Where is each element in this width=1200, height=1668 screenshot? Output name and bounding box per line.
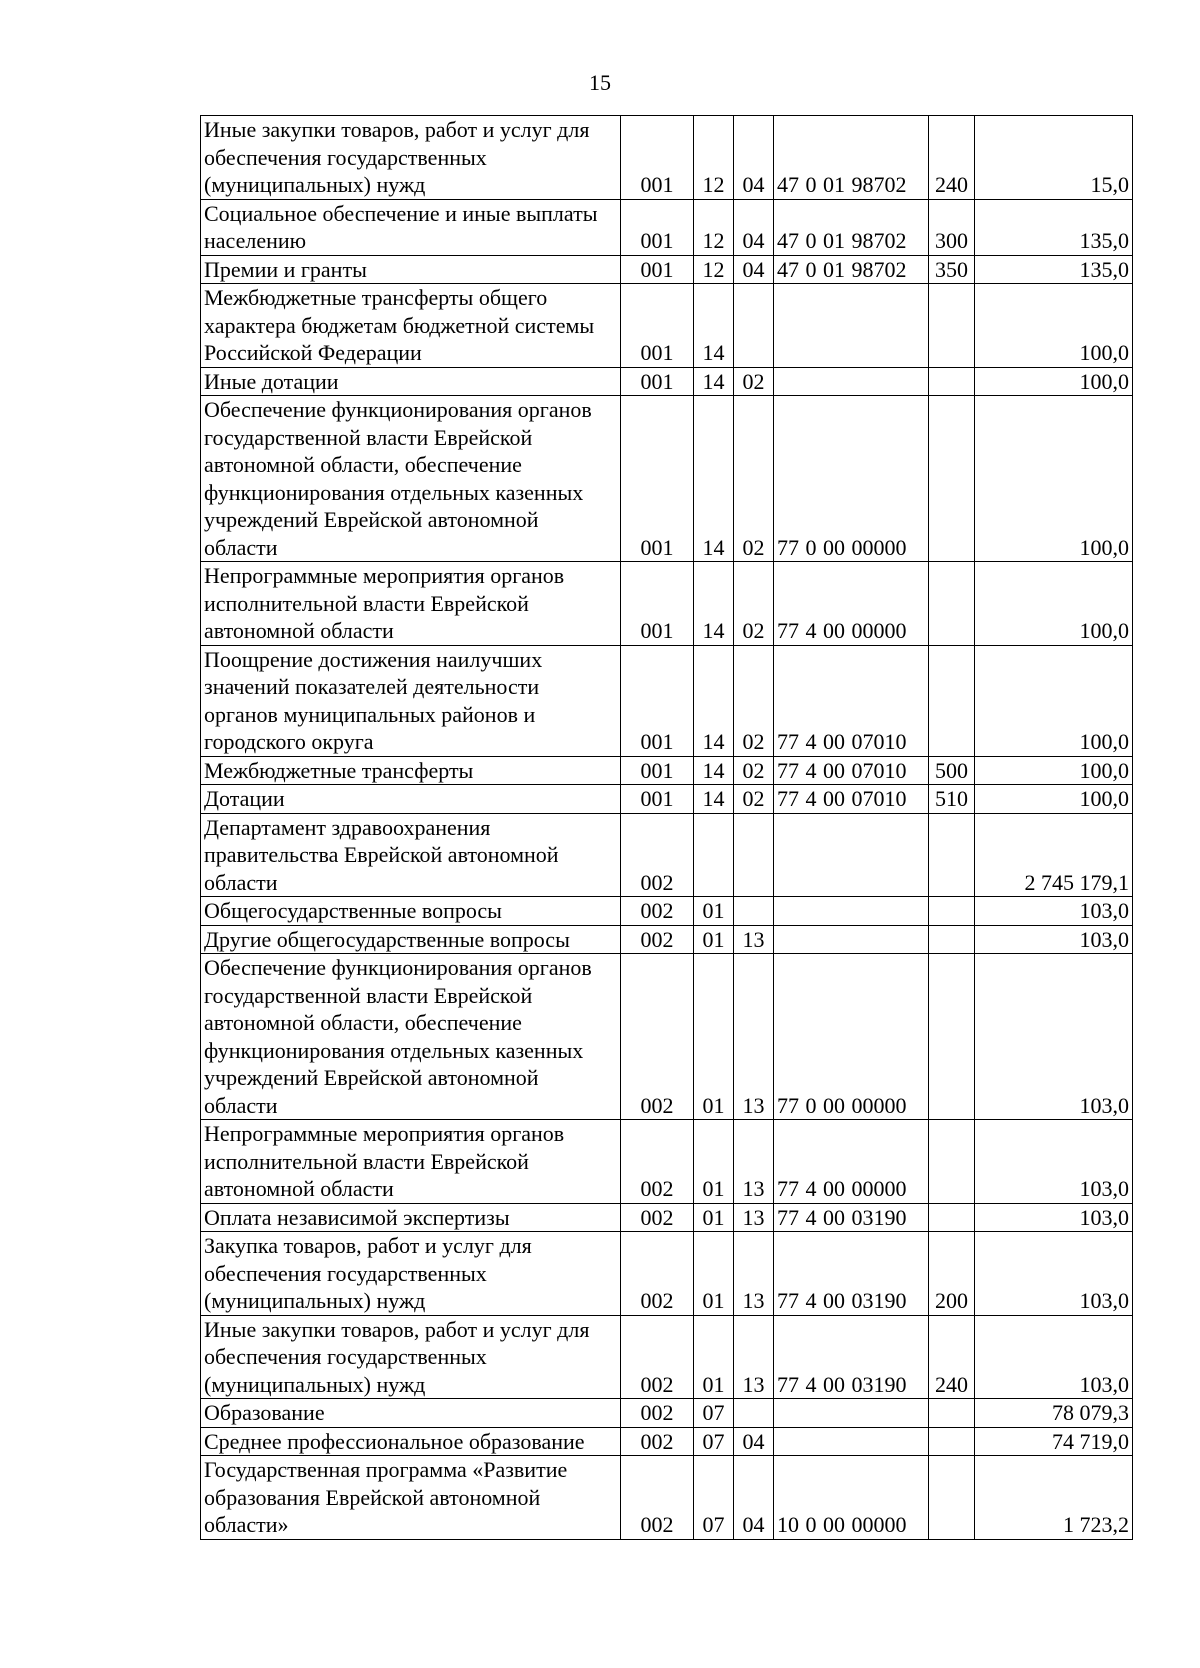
row-ved-cell: 002 xyxy=(621,1203,694,1232)
row-amount-cell: 100,0 xyxy=(975,756,1133,785)
row-subsection-cell xyxy=(734,813,774,897)
row-amount-cell: 100,0 xyxy=(975,367,1133,396)
row-target-article-cell xyxy=(774,284,929,368)
table-row xyxy=(201,785,1133,814)
row-subsection-cell: 04 xyxy=(734,116,774,200)
row-amount-cell: 103,0 xyxy=(975,925,1133,954)
row-name-cell: Иные закупки товаров, работ и услуг для обеспечения государственных (муниципальных) нужд xyxy=(201,116,621,200)
row-subsection-cell: 02 xyxy=(734,645,774,756)
row-subsection-cell: 04 xyxy=(734,255,774,284)
row-section-cell: 14 xyxy=(694,284,734,368)
row-expense-type-cell: 510 xyxy=(929,785,975,814)
row-subsection-cell: 04 xyxy=(734,1456,774,1540)
row-amount-cell: 103,0 xyxy=(975,1120,1133,1204)
row-name-cell: Обеспечение функционирования органов государственной власти Еврейской автономной области, обеспечение функционирования отдельных казенных учреждений Еврейской автономной области xyxy=(201,954,621,1120)
row-ved-cell: 002 xyxy=(621,813,694,897)
row-ved-cell: 001 xyxy=(621,756,694,785)
row-amount-cell: 103,0 xyxy=(975,897,1133,926)
row-section-cell: 01 xyxy=(694,1232,734,1316)
table-row xyxy=(201,1203,1133,1232)
table-row xyxy=(201,284,1133,368)
row-section-cell: 07 xyxy=(694,1427,734,1456)
row-expense-type-cell xyxy=(929,1456,975,1540)
budget-table xyxy=(200,115,1133,1540)
row-ved-cell: 002 xyxy=(621,1456,694,1540)
row-amount-cell: 100,0 xyxy=(975,645,1133,756)
row-section-cell: 14 xyxy=(694,756,734,785)
row-ved-cell: 001 xyxy=(621,396,694,562)
row-subsection-cell xyxy=(734,897,774,926)
row-name-cell: Социальное обеспечение и иные выплаты населению xyxy=(201,199,621,255)
row-name-cell: Премии и гранты xyxy=(201,255,621,284)
row-section-cell: 01 xyxy=(694,897,734,926)
row-target-article-cell: 10 0 00 00000 xyxy=(774,1456,929,1540)
row-target-article-cell xyxy=(774,1427,929,1456)
row-ved-cell: 002 xyxy=(621,1315,694,1399)
row-name-cell: Общегосударственные вопросы xyxy=(201,897,621,926)
row-section-cell xyxy=(694,813,734,897)
row-expense-type-cell: 500 xyxy=(929,756,975,785)
row-subsection-cell: 04 xyxy=(734,199,774,255)
row-name-cell: Образование xyxy=(201,1399,621,1428)
row-target-article-cell: 47 0 01 98702 xyxy=(774,199,929,255)
row-expense-type-cell: 300 xyxy=(929,199,975,255)
row-expense-type-cell xyxy=(929,1399,975,1428)
row-expense-type-cell xyxy=(929,396,975,562)
table-row xyxy=(201,1399,1133,1428)
row-ved-cell: 002 xyxy=(621,954,694,1120)
row-name-cell: Непрограммные мероприятия органов исполнительной власти Еврейской автономной области xyxy=(201,562,621,646)
row-target-article-cell: 47 0 01 98702 xyxy=(774,255,929,284)
table-row xyxy=(201,1120,1133,1204)
row-section-cell: 12 xyxy=(694,199,734,255)
row-expense-type-cell: 350 xyxy=(929,255,975,284)
table-row xyxy=(201,813,1133,897)
table-row xyxy=(201,645,1133,756)
row-target-article-cell xyxy=(774,367,929,396)
row-name-cell: Поощрение достижения наилучших значений показателей деятельности органов муниципальных районов и городского округа xyxy=(201,645,621,756)
row-target-article-cell xyxy=(774,813,929,897)
row-section-cell: 14 xyxy=(694,562,734,646)
row-ved-cell: 001 xyxy=(621,199,694,255)
row-target-article-cell: 77 4 00 07010 xyxy=(774,785,929,814)
row-expense-type-cell xyxy=(929,1427,975,1456)
row-subsection-cell: 13 xyxy=(734,1120,774,1204)
row-expense-type-cell xyxy=(929,813,975,897)
row-ved-cell: 001 xyxy=(621,785,694,814)
row-name-cell: Дотации xyxy=(201,785,621,814)
row-ved-cell: 001 xyxy=(621,284,694,368)
row-subsection-cell: 13 xyxy=(734,1232,774,1316)
row-name-cell: Иные дотации xyxy=(201,367,621,396)
row-expense-type-cell: 240 xyxy=(929,116,975,200)
row-ved-cell: 001 xyxy=(621,645,694,756)
row-target-article-cell: 77 4 00 00000 xyxy=(774,1120,929,1204)
table-row xyxy=(201,396,1133,562)
row-expense-type-cell xyxy=(929,954,975,1120)
row-section-cell: 01 xyxy=(694,925,734,954)
table-row xyxy=(201,925,1133,954)
table-row xyxy=(201,367,1133,396)
row-ved-cell: 002 xyxy=(621,1120,694,1204)
row-amount-cell: 103,0 xyxy=(975,1232,1133,1316)
page-number: 15 xyxy=(589,70,611,95)
table-row xyxy=(201,562,1133,646)
row-target-article-cell xyxy=(774,925,929,954)
row-amount-cell: 135,0 xyxy=(975,199,1133,255)
row-target-article-cell: 77 0 00 00000 xyxy=(774,954,929,1120)
row-target-article-cell: 77 4 00 00000 xyxy=(774,562,929,646)
row-target-article-cell: 77 4 00 07010 xyxy=(774,645,929,756)
row-section-cell: 01 xyxy=(694,1315,734,1399)
table-row xyxy=(201,199,1133,255)
row-expense-type-cell xyxy=(929,897,975,926)
row-name-cell: Другие общегосударственные вопросы xyxy=(201,925,621,954)
row-target-article-cell: 47 0 01 98702 xyxy=(774,116,929,200)
row-name-cell: Закупка товаров, работ и услуг для обеспечения государственных (муниципальных) нужд xyxy=(201,1232,621,1316)
row-section-cell: 01 xyxy=(694,954,734,1120)
row-ved-cell: 001 xyxy=(621,562,694,646)
row-subsection-cell: 13 xyxy=(734,925,774,954)
row-ved-cell: 001 xyxy=(621,116,694,200)
row-subsection-cell: 02 xyxy=(734,367,774,396)
table-row xyxy=(201,1456,1133,1540)
table-row xyxy=(201,255,1133,284)
row-name-cell: Межбюджетные трансферты xyxy=(201,756,621,785)
row-name-cell: Межбюджетные трансферты общего характера бюджетам бюджетной системы Российской Федерации xyxy=(201,284,621,368)
row-section-cell: 14 xyxy=(694,367,734,396)
row-section-cell: 01 xyxy=(694,1203,734,1232)
row-subsection-cell xyxy=(734,1399,774,1428)
row-subsection-cell: 13 xyxy=(734,1203,774,1232)
row-section-cell: 14 xyxy=(694,396,734,562)
row-subsection-cell: 02 xyxy=(734,785,774,814)
row-expense-type-cell xyxy=(929,645,975,756)
row-name-cell: Оплата независимой экспертизы xyxy=(201,1203,621,1232)
row-ved-cell: 001 xyxy=(621,255,694,284)
row-ved-cell: 002 xyxy=(621,1399,694,1428)
row-ved-cell: 002 xyxy=(621,925,694,954)
row-expense-type-cell xyxy=(929,367,975,396)
row-amount-cell: 135,0 xyxy=(975,255,1133,284)
row-section-cell: 01 xyxy=(694,1120,734,1204)
row-target-article-cell: 77 0 00 00000 xyxy=(774,396,929,562)
row-subsection-cell: 04 xyxy=(734,1427,774,1456)
table-row xyxy=(201,954,1133,1120)
row-amount-cell: 103,0 xyxy=(975,1203,1133,1232)
row-subsection-cell: 13 xyxy=(734,1315,774,1399)
row-target-article-cell: 77 4 00 03190 xyxy=(774,1232,929,1316)
row-name-cell: Непрограммные мероприятия органов исполнительной власти Еврейской автономной области xyxy=(201,1120,621,1204)
budget-table-body xyxy=(201,116,1133,1540)
row-subsection-cell: 13 xyxy=(734,954,774,1120)
row-section-cell: 07 xyxy=(694,1399,734,1428)
row-subsection-cell xyxy=(734,284,774,368)
row-expense-type-cell xyxy=(929,1120,975,1204)
row-section-cell: 07 xyxy=(694,1456,734,1540)
row-amount-cell: 100,0 xyxy=(975,396,1133,562)
row-section-cell: 14 xyxy=(694,785,734,814)
row-section-cell: 14 xyxy=(694,645,734,756)
row-ved-cell: 002 xyxy=(621,1427,694,1456)
table-row xyxy=(201,1427,1133,1456)
row-subsection-cell: 02 xyxy=(734,562,774,646)
row-ved-cell: 002 xyxy=(621,1232,694,1316)
table-row xyxy=(201,1232,1133,1316)
row-amount-cell: 100,0 xyxy=(975,284,1133,368)
row-expense-type-cell xyxy=(929,925,975,954)
row-target-article-cell: 77 4 00 03190 xyxy=(774,1315,929,1399)
row-amount-cell: 15,0 xyxy=(975,116,1133,200)
row-expense-type-cell xyxy=(929,284,975,368)
row-target-article-cell: 77 4 00 07010 xyxy=(774,756,929,785)
row-section-cell: 12 xyxy=(694,255,734,284)
row-amount-cell: 74 719,0 xyxy=(975,1427,1133,1456)
row-expense-type-cell xyxy=(929,1203,975,1232)
row-expense-type-cell: 200 xyxy=(929,1232,975,1316)
row-expense-type-cell: 240 xyxy=(929,1315,975,1399)
row-name-cell: Департамент здравоохранения правительства Еврейской автономной области xyxy=(201,813,621,897)
row-name-cell: Среднее профессиональное образование xyxy=(201,1427,621,1456)
row-ved-cell: 002 xyxy=(621,897,694,926)
table-row xyxy=(201,1315,1133,1399)
row-amount-cell: 103,0 xyxy=(975,954,1133,1120)
row-amount-cell: 103,0 xyxy=(975,1315,1133,1399)
row-target-article-cell xyxy=(774,1399,929,1428)
row-subsection-cell: 02 xyxy=(734,756,774,785)
row-expense-type-cell xyxy=(929,562,975,646)
row-name-cell: Государственная программа «Развитие образования Еврейской автономной области» xyxy=(201,1456,621,1540)
row-subsection-cell: 02 xyxy=(734,396,774,562)
row-name-cell: Иные закупки товаров, работ и услуг для обеспечения государственных (муниципальных) нужд xyxy=(201,1315,621,1399)
row-ved-cell: 001 xyxy=(621,367,694,396)
row-section-cell: 12 xyxy=(694,116,734,200)
row-amount-cell: 2 745 179,1 xyxy=(975,813,1133,897)
row-amount-cell: 1 723,2 xyxy=(975,1456,1133,1540)
row-amount-cell: 78 079,3 xyxy=(975,1399,1133,1428)
row-target-article-cell xyxy=(774,897,929,926)
table-row xyxy=(201,756,1133,785)
table-row xyxy=(201,116,1133,200)
row-amount-cell: 100,0 xyxy=(975,562,1133,646)
table-row xyxy=(201,897,1133,926)
row-amount-cell: 100,0 xyxy=(975,785,1133,814)
row-name-cell: Обеспечение функционирования органов государственной власти Еврейской автономной области, обеспечение функционирования отдельных казенных учреждений Еврейской автономной области xyxy=(201,396,621,562)
row-target-article-cell: 77 4 00 03190 xyxy=(774,1203,929,1232)
